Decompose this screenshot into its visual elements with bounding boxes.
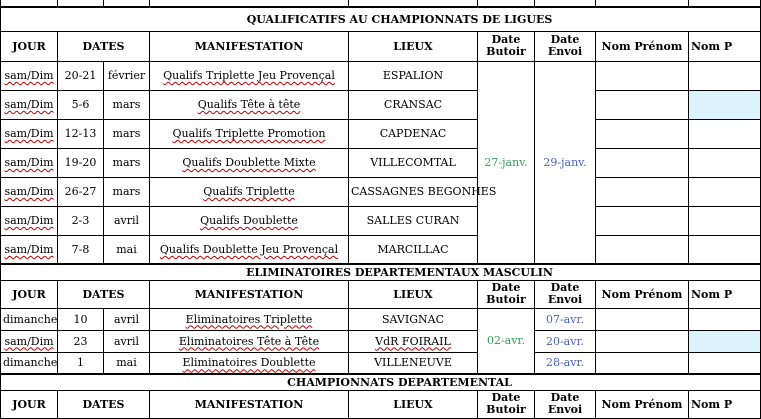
cell-nom[interactable] [596, 90, 689, 119]
header-lieux[interactable]: LIEUX [349, 280, 478, 308]
cell-month[interactable]: février [104, 61, 150, 90]
cell-days[interactable]: 10 [58, 308, 104, 330]
manif-text: Eliminatoires Tête à Tête [178, 334, 320, 348]
cell-month[interactable]: avril [104, 308, 150, 330]
jour-text: sam/Dim [4, 242, 54, 256]
cell-manifestation[interactable] [150, 90, 349, 119]
cell-days[interactable]: 1 [58, 352, 104, 374]
manif-text: Qualifs Triplette Jeu Provençal [163, 69, 335, 82]
cell-manifestation[interactable] [150, 177, 349, 206]
cell-date-envoi[interactable]: 07-avr. [535, 308, 596, 330]
manif-text: Qualifs Triplette [203, 185, 295, 198]
header-manifestation[interactable]: MANIFESTATION [150, 31, 349, 61]
jour-text: sam/Dim [4, 98, 54, 111]
cell-nom-2[interactable] [689, 177, 761, 206]
cell-jour[interactable]: dimanche [1, 308, 58, 330]
jour-text: sam/Dim [4, 127, 54, 140]
table-row [1, 61, 761, 90]
table-row [1, 148, 761, 177]
cell-month[interactable]: mars [104, 119, 150, 148]
manif-text: Eliminatoires Triplette [185, 312, 313, 326]
header-jour[interactable]: JOUR [1, 31, 58, 61]
header-date-envoi[interactable]: Date Envoi [535, 31, 596, 61]
cell-lieu[interactable]: SAVIGNAC [349, 308, 478, 330]
cell-date-envoi[interactable]: 28-avr. [535, 352, 596, 374]
section3-title-row [1, 374, 761, 390]
cell-nom[interactable] [596, 206, 689, 235]
cell-manifestation[interactable] [150, 235, 349, 264]
cell-jour[interactable]: dimanche [1, 352, 58, 374]
cell-jour[interactable] [1, 61, 58, 90]
jour-text: sam/Dim [4, 69, 54, 82]
cell-lieu[interactable]: VILLECOMTAL [349, 148, 478, 177]
cell-nom[interactable] [596, 61, 689, 90]
header-dates[interactable]: DATES [58, 31, 150, 61]
header-row [1, 280, 761, 308]
table-row [1, 330, 761, 352]
cell-nom[interactable] [596, 119, 689, 148]
cell-nom-2[interactable] [689, 90, 761, 119]
cell-manifestation[interactable] [150, 352, 349, 374]
cell-days[interactable]: 12-13 [58, 119, 104, 148]
header-dates[interactable]: DATES [58, 280, 150, 308]
cell-nom-2[interactable] [689, 352, 761, 374]
cell-nom[interactable] [596, 352, 689, 374]
header-lieux[interactable]: LIEUX [349, 31, 478, 61]
cell-manifestation[interactable] [150, 330, 349, 352]
header-nom-prenom-2[interactable]: Nom P [689, 31, 761, 61]
header-nom-prenom[interactable]: Nom Prénom [596, 390, 689, 418]
cell-lieu[interactable]: VILLENEUVE [349, 352, 478, 374]
cell-nom-2[interactable] [689, 235, 761, 264]
cell-days[interactable]: 20-21 [58, 61, 104, 90]
cell-nom[interactable] [596, 148, 689, 177]
manif-text: Qualifs Tête à tête [197, 98, 301, 111]
table-row [1, 206, 761, 235]
cell-days[interactable]: 7-8 [58, 235, 104, 264]
cell-manifestation[interactable] [150, 148, 349, 177]
section2-title-row [1, 264, 761, 280]
cell-jour[interactable] [1, 148, 58, 177]
cell-nom[interactable] [596, 235, 689, 264]
cell-date-envoi[interactable]: 29-janv. [535, 61, 596, 264]
cell-month[interactable]: mars [104, 148, 150, 177]
header-nom-prenom-2[interactable]: Nom P [689, 390, 761, 418]
header-lieux[interactable]: LIEUX [349, 390, 478, 418]
jour-text: sam/Dim [4, 214, 54, 227]
cell-manifestation[interactable] [150, 119, 349, 148]
cell-lieu[interactable] [349, 330, 478, 352]
header-nom-prenom-2[interactable]: Nom P [689, 280, 761, 308]
table-row [1, 119, 761, 148]
table-row [1, 235, 761, 264]
cell-nom-2[interactable] [689, 119, 761, 148]
header-date-butoir[interactable]: Date Butoir [478, 280, 535, 308]
header-manifestation[interactable]: MANIFESTATION [150, 390, 349, 418]
cell-manifestation[interactable] [150, 61, 349, 90]
cell-jour[interactable] [1, 177, 58, 206]
cell-lieu[interactable]: SALLES CURAN [349, 206, 478, 235]
cell-days[interactable]: 2-3 [58, 206, 104, 235]
cell-days[interactable]: 19-20 [58, 148, 104, 177]
header-jour[interactable]: JOUR [1, 280, 58, 308]
header-nom-prenom[interactable]: Nom Prénom [596, 280, 689, 308]
cell-nom[interactable] [596, 177, 689, 206]
cell-nom-2[interactable] [689, 148, 761, 177]
cell-jour[interactable] [1, 235, 58, 264]
jour-text: sam/Dim [4, 185, 54, 198]
cell-days[interactable]: 5-6 [58, 90, 104, 119]
cell-jour[interactable] [1, 330, 58, 352]
cell-month[interactable]: mai [104, 352, 150, 374]
cell-month[interactable]: mars [104, 177, 150, 206]
manif-text: Qualifs Doublette Jeu Provençal [159, 242, 339, 256]
cell-month[interactable]: mars [104, 90, 150, 119]
jour-text: sam/Dim [4, 334, 54, 348]
cell-manifestation[interactable] [150, 308, 349, 330]
cell-manifestation[interactable] [150, 206, 349, 235]
section1-title-row [1, 7, 761, 31]
cell-lieu[interactable]: CRANSAC [349, 90, 478, 119]
cell-days[interactable]: 26-27 [58, 177, 104, 206]
header-date-envoi[interactable]: Date Envoi [535, 280, 596, 308]
table-row [1, 90, 761, 119]
cell-date-butoir[interactable]: 27-janv. [478, 61, 535, 264]
manif-text: Eliminatoires Doublette [182, 356, 316, 370]
cell-nom-2[interactable] [689, 206, 761, 235]
table-row [1, 352, 761, 374]
top-strip-row [1, 0, 761, 7]
header-dates[interactable]: DATES [58, 390, 150, 418]
cell-nom-2[interactable] [689, 330, 761, 352]
table-row [1, 177, 761, 206]
section-title[interactable]: QUALIFICATIFS AU CHAMPIONNATS DE LIGUES [1, 7, 761, 31]
cell-lieu[interactable]: CASSAGNES BEGONHES [349, 177, 478, 206]
cell-month[interactable]: avril [104, 330, 150, 352]
header-date-butoir[interactable]: Date Butoir [478, 31, 535, 61]
manif-text: Qualifs Doublette Mixte [182, 156, 316, 169]
cell-lieu[interactable]: CAPDENAC [349, 119, 478, 148]
manif-text: Qualifs Doublette [200, 214, 298, 227]
header-nom-prenom[interactable]: Nom Prénom [596, 31, 689, 61]
header-row [1, 390, 761, 418]
section-title[interactable]: ELIMINATOIRES DEPARTEMENTAUX MASCULIN [1, 264, 761, 280]
lieu-text: VdR FOIRAIL [375, 334, 451, 348]
cell-jour[interactable] [1, 206, 58, 235]
cell-nom-2[interactable] [689, 61, 761, 90]
header-manifestation[interactable]: MANIFESTATION [150, 280, 349, 308]
cell-nom[interactable] [596, 330, 689, 352]
cell-jour[interactable] [1, 119, 58, 148]
manif-text: Qualifs Triplette Promotion [172, 127, 326, 140]
cell-nom-2[interactable] [689, 308, 761, 330]
header-row [1, 31, 761, 61]
cell-days[interactable]: 23 [58, 330, 104, 352]
cell-date-butoir[interactable]: 02-avr. [478, 308, 535, 374]
header-date-envoi[interactable]: Date Envoi [535, 390, 596, 418]
cell-lieu[interactable]: MARCILLAC [349, 235, 478, 264]
section-title[interactable]: CHAMPIONNATS DEPARTEMENTAL [1, 374, 761, 390]
header-date-butoir[interactable]: Date Butoir [478, 390, 535, 418]
cell-month[interactable]: mai [104, 235, 150, 264]
jour-text: sam/Dim [4, 156, 54, 169]
table-row [1, 308, 761, 330]
cell-date-envoi[interactable]: 20-avr. [535, 330, 596, 352]
header-jour[interactable]: JOUR [1, 390, 58, 418]
cell-nom[interactable] [596, 308, 689, 330]
cell-month[interactable]: avril [104, 206, 150, 235]
cell-jour[interactable] [1, 90, 58, 119]
cell-lieu[interactable]: ESPALION [349, 61, 478, 90]
